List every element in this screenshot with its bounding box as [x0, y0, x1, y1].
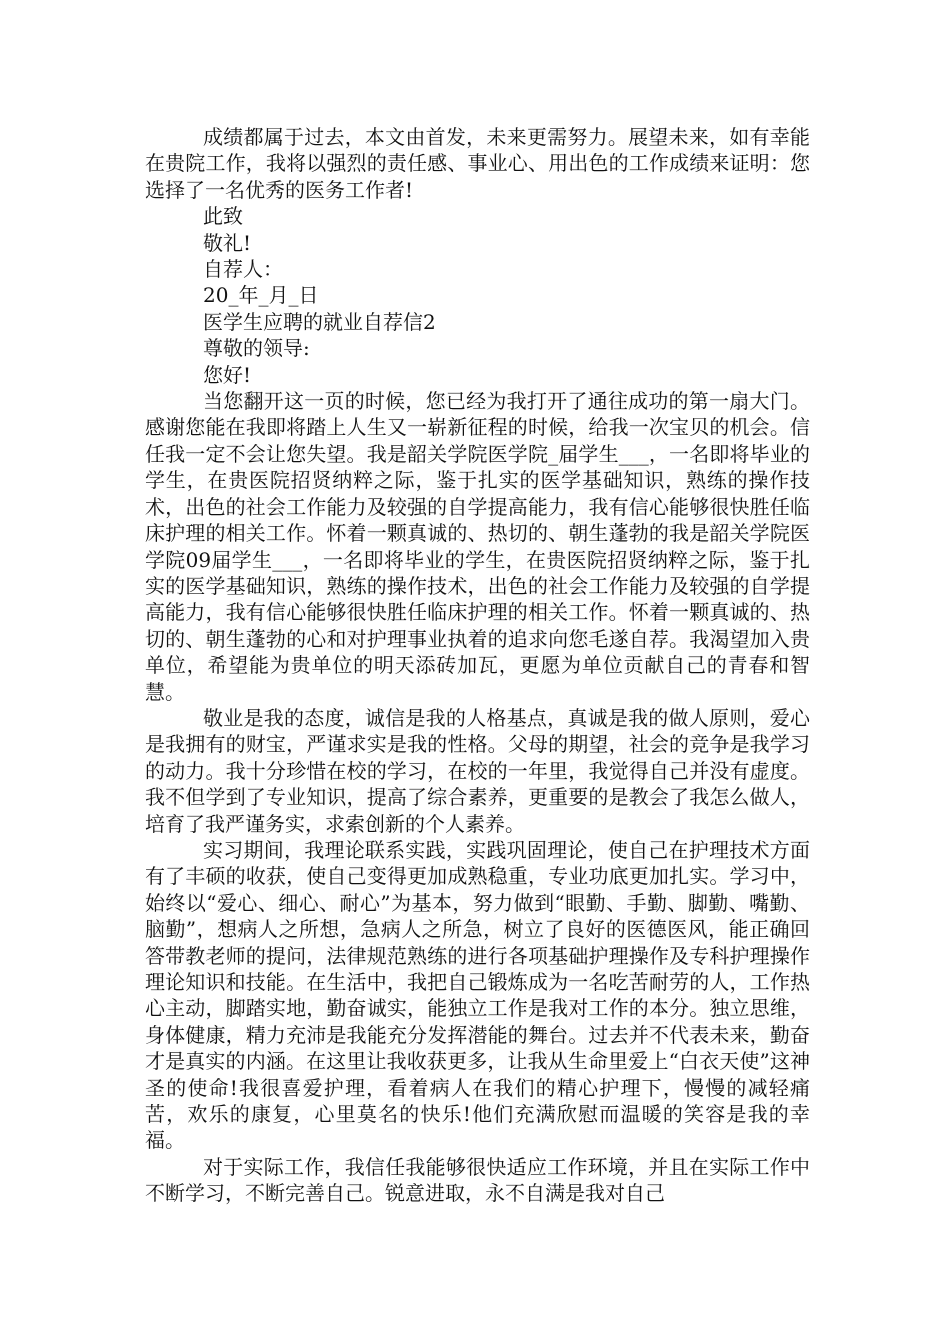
greeting-line: 尊敬的领导: — [203, 336, 310, 361]
closing-paragraph: 成绩都属于过去，本文由首发，未来更需努力。展望未来，如有幸能在贵院工作，我将以强烈的责任感、事业心、用出色的工作成绩来证明：您选择了一名优秀的医务工作者! — [145, 125, 810, 202]
letter-heading: 医学生应聘的就业自荐信2 — [203, 309, 436, 334]
work-paragraph: 对于实际工作，我信任我能够很快适应工作环境，并且在实际工作中不断学习，不断完善自己。锐意进取，永不自满是我对自己 — [145, 1154, 810, 1206]
hello-line: 您好! — [203, 362, 252, 387]
document-page — [145, 124, 810, 1207]
internship-paragraph: 实习期间，我理论联系实践，实践巩固理论，使自己在护理技术方面有了丰硕的收获，使自己变得更加成熟稳重，专业功底更加扎实。学习中，始终以“爱心、细心、耐心”为基本，努力做到“眼勤、手勤、脚勤、嘴勤、脑勤”，想病人之所想，急病人之所急，树立了良好的医德医风，能正确回答带教老师的提问，法律规范熟练的进行各项基础护理操作及专科护理操作理论知识和技能。在生活中，我把自己锻炼成为一名吃苦耐劳的人，工作热心主动，脚踏实地，勤奋诚实，能独立工作是我对工作的本分。独立思维，身体健康，精力充沛是我能充分发挥潜能的舞台。过去并不代表未来，勤奋才是真实的内涵。在这里让我收获更多，让我从生命里爱上“白衣天使”这神圣的使命!我很喜爱护理，看着病人在我们的精心护理下，慢慢的减轻痛苦，欢乐的康复，心里莫名的快乐!他们充满欣慰而温暖的笑容是我的幸福。 — [145, 837, 810, 1153]
regards-line: 此致 — [203, 204, 243, 229]
attitude-paragraph: 敬业是我的态度，诚信是我的人格基点，真诚是我的做人原则，爱心是我拥有的财宝，严谨求实是我的性格。父母的期望，社会的竞争是我学习的动力。我十分珍惜在校的学习，在校的一年里，我觉得自己并没有虚度。我不但学到了专业知识，提高了综合素养，更重要的是教会了我怎么做人，培育了我严谨务实，求索创新的个人素养。 — [145, 705, 810, 836]
date-line: 20_年_月_日 — [203, 283, 319, 308]
salute-line: 敬礼! — [203, 230, 252, 255]
intro-paragraph: 当您翻开这一页的时候，您已经为我打开了通往成功的第一扇大门。感谢您能在我即将踏上人生又一崭新征程的时候，给我一次宝贝的机会。信任我一定不会让您失望。我是韶关学院医学院_届学生___，一名即将毕业的学生，在贵医院招贤纳粹之际，鉴于扎实的医学基础知识，熟练的操作技术，出色的社会工作能力及较强的自学提高能力，我有信心能够很快胜任临床护理的相关工作。怀着一颗真诚的、热切的、朝生蓬勃的我是韶关学院医学院09届学生___，一名即将毕业的学生，在贵医院招贤纳粹之际，鉴于扎实的医学基础知识，熟练的操作技术，出色的社会工作能力及较强的自学提高能力，我有信心能够很快胜任临床护理的相关工作。怀着一颗真诚的、热切的、朝生蓬勃的心和对护理事业执着的追求向您毛遂自荐。我渴望加入贵单位，希望能为贵单位的明天添砖加瓦，更愿为单位贡献自己的青春和智慧。 — [145, 389, 810, 704]
signer-line: 自荐人： — [203, 257, 283, 282]
